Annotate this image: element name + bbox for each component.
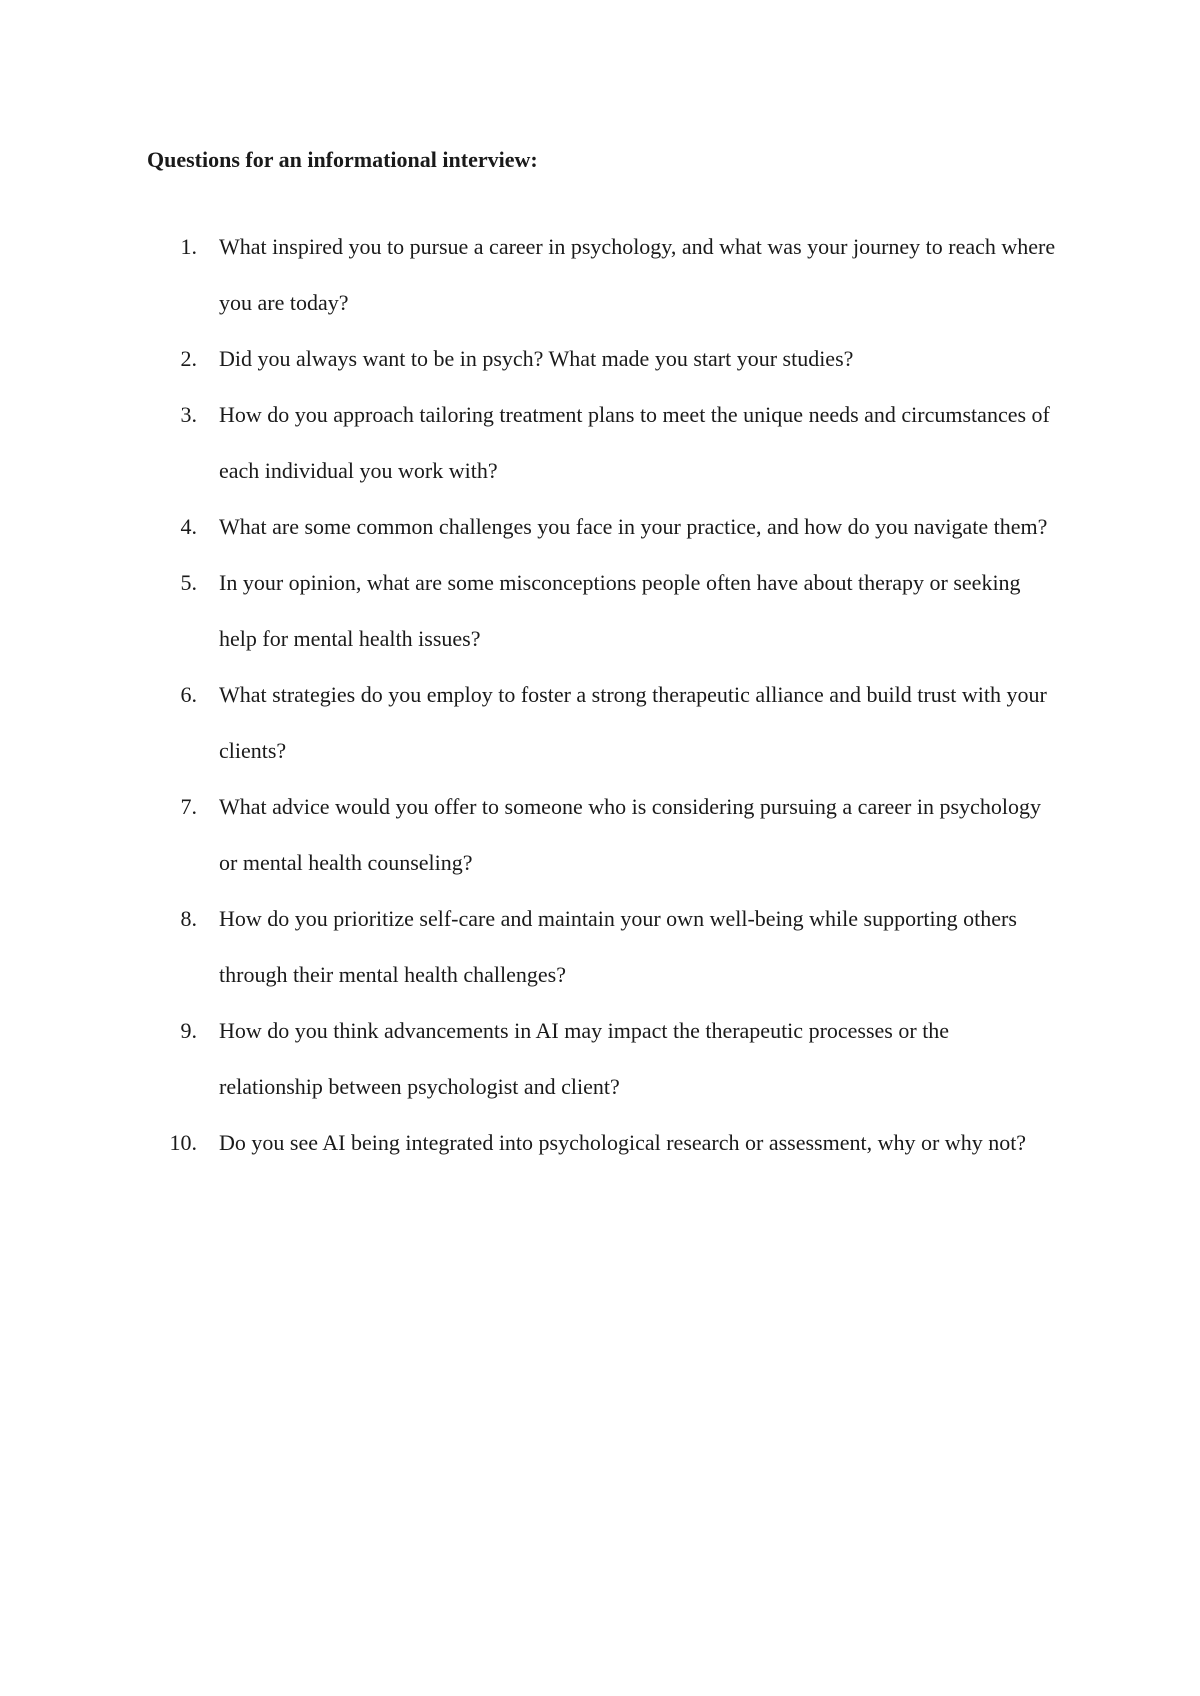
question-number: 6.: [180, 682, 197, 707]
question-text: What advice would you offer to someone who is considering pursuing a career in psychology or mental health counseling?: [219, 794, 1041, 875]
question-item: [147, 499, 1057, 555]
question-number: 3.: [180, 402, 197, 427]
question-text: Did you always want to be in psych? What made you start your studies?: [219, 346, 854, 371]
question-text: How do you prioritize self-care and maintain your own well-being while supporting others through their mental health challenges?: [219, 906, 1017, 987]
question-item: [147, 387, 1057, 499]
question-number: 2.: [180, 346, 197, 371]
question-item: [147, 891, 1057, 1003]
question-number: 10.: [169, 1130, 197, 1155]
question-number: 7.: [180, 794, 197, 819]
questions-list: [147, 219, 1057, 1171]
question-text: Do you see AI being integrated into psychological research or assessment, why or why not?: [219, 1130, 1027, 1155]
question-item: [147, 219, 1057, 331]
question-number: 5.: [180, 570, 197, 595]
question-item: [147, 331, 1057, 387]
question-item: [147, 555, 1057, 667]
question-item: [147, 1115, 1057, 1171]
question-number: 9.: [180, 1018, 197, 1043]
document-heading: Questions for an informational interview:: [147, 147, 538, 172]
question-number: 1.: [180, 234, 197, 259]
question-number: 8.: [180, 906, 197, 931]
question-text: How do you think advancements in AI may impact the therapeutic processes or the relationship between psychologist and client?: [219, 1018, 950, 1099]
question-item: [147, 1003, 1057, 1115]
question-item: [147, 779, 1057, 891]
question-text: How do you approach tailoring treatment plans to meet the unique needs and circumstances of each individual you work with?: [219, 402, 1050, 483]
question-text: In your opinion, what are some misconceptions people often have about therapy or seeking help for mental health issues?: [219, 570, 1021, 651]
question-text: What inspired you to pursue a career in psychology, and what was your journey to reach where you are today?: [219, 234, 1056, 315]
question-item: [147, 667, 1057, 779]
question-text: What strategies do you employ to foster a strong therapeutic alliance and build trust with your clients?: [219, 682, 1047, 763]
question-text: What are some common challenges you face in your practice, and how do you navigate them?: [219, 514, 1048, 539]
question-number: 4.: [180, 514, 197, 539]
